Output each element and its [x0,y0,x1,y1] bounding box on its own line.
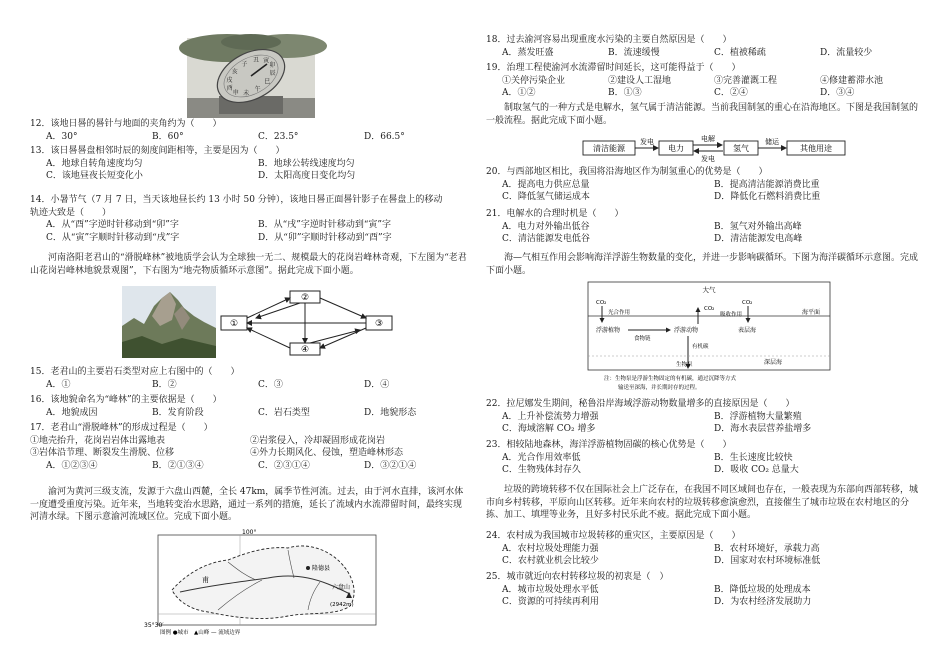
q24-options-row1 [486,543,926,556]
passage-garbage: 垃圾的跨境转移不仅在国际社会上广泛存在，在我国不同区域间也存在，一般表现为东部向西部转移，城市向乡村转移，平原向山区转移。近年来向农村的垃圾转移愈演愈烈，直接催生了城市垃圾在农村地区的分拣、加工、填埋等业务，且好多村民乐此不疲。据此完成下面小题。 [486,485,919,520]
q25-option-c[interactable]: C．资源的可持续再利用 [502,597,599,607]
q21-options-row1 [486,221,926,234]
q20-options-row2 [486,191,926,204]
q25-option-a[interactable]: A．城市垃圾处理水平低 [502,584,599,595]
q17-option-d[interactable]: D．③②①④ [364,460,417,471]
q18-stem: 18．过去渝河容易出现重度水污染的主要自然原因是（ ） [486,35,732,45]
sundial-hour-char: 卯 [269,62,276,70]
q21-options-row2 [486,233,926,246]
q24-stem: 24．农村成为我国城市垃圾转移的重灾区，主要原因是（ ） [486,531,741,541]
cycle-node-4: ④ [300,345,310,355]
question-20 [486,166,926,204]
sundial-hour-char: 酉 [226,84,233,92]
sundial-hour-char: 戌 [226,77,233,85]
q23-stem: 23．相较陆地森林，海洋浮游植物固碳的核心优势是（ ） [486,440,732,450]
passage-hydrogen: 制取氢气的一种方式是电解水，氢气属于清洁能源。当前我国制氢的重心在沿海地区。下图是我国制氢的一般流程。据此完成下面小题。 [486,103,919,126]
q15-option-c[interactable]: C．③ [258,379,283,390]
q21-option-a[interactable]: A．电力对外输出低谷 [502,221,590,232]
q16-option-c[interactable]: C．岩石类型 [258,407,310,418]
sundial-hour-char: 辰 [269,69,276,77]
q12-option-c[interactable]: C．23.5° [258,131,299,142]
q24-option-b[interactable]: B．农村环境好，承载力高 [714,543,820,554]
deep-sea-label: 深层海 [764,359,783,366]
co2-label-2: CO₂ [704,306,715,312]
q16-option-a[interactable]: A．地貌成因 [46,407,98,418]
q18-option-d[interactable]: D．流量较少 [820,47,873,58]
q19-stem: 19．治理工程使渝河水流滞留时间延长，这可能得益于（ ） [486,63,741,73]
q17-item-2: ②岩浆侵入，冷却凝固形成花岗岩 [250,435,386,446]
q12-stem: 12．该地日晷的晷针与地面的夹角约为（ ） [30,119,222,129]
q23-options-row1 [486,452,926,465]
q18-option-a[interactable]: A．蒸发旺盛 [502,47,554,58]
q15-option-d[interactable]: D．④ [364,379,390,390]
q22-option-b[interactable]: B．浮游植物大量繁殖 [714,411,802,422]
atmosphere-label: 大气 [702,286,716,294]
q17-item-3: ③岩体沿节理、断裂发生滑脱、位移 [30,448,175,458]
q17-options [30,460,470,473]
q21-option-d[interactable]: D．清洁能源发电高峰 [714,234,803,244]
sea-level-label: 海平面 [802,309,821,316]
q20-option-c[interactable]: C．降低氢气储运成本 [502,192,590,202]
zooplankton-label: 浮游动物 [674,327,699,334]
question-21 [486,208,926,246]
q19-item-3: ③完善灌溉工程 [714,75,778,86]
q17-items-row1 [30,435,470,448]
q18-option-b[interactable]: B．流速缓慢 [608,47,660,58]
q16-option-b[interactable]: B．发育阶段 [152,407,204,418]
q15-option-a[interactable]: A．① [46,379,71,390]
q23-options-row2 [486,464,926,477]
q19-options [486,87,926,100]
cycle-node-2: ② [300,293,310,303]
q19-item-2: ②建设人工湿地 [608,75,672,86]
map-city-label: 隆德县 [312,565,331,572]
flow-edge-electrolysis: 电解 [701,135,715,143]
sundial-hour-char: 寅 [263,57,270,65]
map-mountain-label: 六盘山 [332,584,351,591]
q22-option-c[interactable]: C．海域溶解 CO₂ 增多 [502,424,596,434]
map-legend: 图例 ●城市 ▲山峰 — 流域边界 [160,630,241,636]
q22-options-row2 [486,423,926,436]
passage-laojunshan: 河南洛阳老君山的“滑脱峰林”被地质学会认为全球独一无二、规模最大的花岗岩峰林奇观，下左图为“老君山花岗岩峰林地貌景观图”，下右图为“地壳物质循环示意图”。据此完成下面小题。 [30,253,467,276]
q14-options-row1 [30,219,470,232]
map-latitude-label: 35°30′ [144,622,164,629]
q24-options-row2 [486,555,926,568]
bio-pump-label: 生物泵 [676,362,693,368]
flow-edge-storage: 储运 [765,138,779,146]
cycle-node-3: ③ [374,319,384,329]
q20-options-row1 [486,179,926,192]
q22-option-a[interactable]: A．上升补偿流势力增强 [502,411,599,422]
rock-cycle-diagram [220,288,394,358]
city-dot [306,566,310,570]
question-22 [486,398,926,436]
q19-option-b[interactable]: B．①③ [608,88,642,98]
q21-option-b[interactable]: B．氢气对外输出高峰 [714,221,802,232]
q22-stem: 22．拉尼娜发生期间，秘鲁沿岸海域浮游动物数量增多的直接原因是（ ） [486,399,795,409]
organic-carbon-label: 有机碳 [692,344,709,350]
sundial-hour-char: 午 [254,85,261,93]
passage-ocean-carbon: 海—气相互作用会影响海洋浮游生物数量的变化，并进一步影响碳循环。下图为海洋碳循环示意图。完成下面小题。 [486,253,919,276]
map-longitude-label: 100° [242,529,257,536]
question-12 [30,118,470,143]
photosynthesis-label: 光合作用 [608,310,631,316]
q17-option-a[interactable]: A．①②③④ [46,460,98,471]
q13-option-c[interactable]: C．该地昼夜长短变化小 [46,171,143,181]
q19-items [486,75,926,88]
question-24 [486,530,926,568]
q25-option-b[interactable]: B．降低垃圾的处理成本 [714,584,811,595]
q21-stem: 21．电解水的合理时机是（ ） [486,209,624,219]
question-15 [30,366,470,391]
carbon-note-line2: 输送至深海，并长期封存的过程。 [618,385,701,391]
q17-items-row2 [30,447,470,460]
yuhe-basin-map [144,529,376,636]
q17-option-c[interactable]: C．②③①④ [258,460,310,471]
sundial-photo [187,38,315,118]
question-14 [30,194,470,244]
q17-item-1: ①地壳抬升，花岗岩岩体出露地表 [30,435,166,446]
q13-option-d[interactable]: D．太阳高度日变化均匀 [258,171,356,181]
q20-stem: 20．与西部地区相比，我国将沿海地区作为制氢重心的优势是（ ） [486,167,768,177]
q18-option-c[interactable]: C．植被稀疏 [714,47,766,58]
q19-option-d[interactable]: D．③④ [820,88,855,98]
q14-stem: 14．小暑节气（7 月 7 日，当天该地昼长约 13 小时 50 分钟），该地日晷正面晷针影子在晷盘上的移动 [30,195,443,205]
granite-peak-photo [122,286,216,358]
q23-option-d[interactable]: D．吸收 CO₂ 总量大 [714,465,799,475]
q25-options-row2 [486,596,926,609]
flow-node-hydrogen: 氢气 [733,144,749,153]
q14-stem-cont: 轨迹大致是（ ） [30,207,112,218]
phytoplankton-label: 浮游植物 [596,327,621,334]
question-19 [486,62,926,100]
q24-option-d[interactable]: D．国家对农村环境标准低 [714,556,821,566]
q15-stem: 15．老君山的主要岩石类型对应上右图中的（ ） [30,367,240,377]
q18-options [486,47,926,60]
question-16 [30,394,470,419]
q17-stem: 17．老君山“滑脱峰林”的形成过程是（ ） [30,423,213,433]
question-13 [30,145,470,183]
sundial-hour-char: 子 [241,61,248,69]
q20-option-d[interactable]: D．降低化石燃料消费比重 [714,192,821,202]
q20-option-b[interactable]: B．提高清洁能源消费比重 [714,179,820,190]
q12-option-a[interactable]: A．30° [46,131,78,142]
sundial-hour-char: 巳 [264,78,271,86]
q19-item-1: ①关停污染企业 [502,75,566,86]
q17-option-b[interactable]: B．②①③④ [152,460,204,471]
q14-options-row2 [30,232,470,245]
q14-option-c[interactable]: C．从“寅”字顺时针移动到“戌”字 [46,232,180,243]
q13-option-a[interactable]: A．地球自转角速度均匀 [46,158,143,169]
question-23 [486,439,926,477]
q12-options [30,131,470,144]
carbon-note-line1: 注：生物泵是浮游生物固定的有机碳，通过沉降等方式 [604,376,737,382]
absorption-label: 吸收作用 [720,312,743,318]
q13-stem: 13．该日晷晷盘相邻时辰的刻度间距相等，主要是因为（ ） [30,146,285,156]
q12-option-b[interactable]: B．60° [152,131,184,142]
q19-item-4: ④修建蓄滞水池 [820,75,884,86]
q12-option-d[interactable]: D．66.5° [364,131,405,142]
question-25 [486,571,926,609]
flow-node-other-uses: 其他用途 [800,144,832,153]
flow-node-clean-energy: 清洁能源 [593,144,625,153]
passage-yuhe: 渝河为黄河三级支流，发源于六盘山西麓，全长 47km，属季节性河流。过去，由于河水直排，该河水体一度遭受重度污染。近年来，当地转变治水思路，通过一系列的措施，延长了流域内水流滞留时间，最终实现河清水绿。下图示意渝河流域区位。完成下面小题。 [30,487,464,522]
sundial-hour-char: 亥 [231,68,238,76]
q16-stem: 16．该地貌命名为“峰林”的主要依据是（ ） [30,395,222,405]
q25-stem: 25．城市就近向农村转移垃圾的初衷是（ ） [486,572,669,582]
q23-option-a[interactable]: A．光合作用效率低 [502,452,581,463]
q25-option-d[interactable]: D．为农村经济发展助力 [714,597,812,607]
co2-label-1: CO₂ [596,300,607,306]
co2-label-3: CO₂ [742,300,753,306]
cycle-node-1: ① [229,319,239,329]
q13-options-row1 [30,158,470,171]
q24-option-c[interactable]: C．农村就业机会比较少 [502,556,599,566]
flow-node-power: 电力 [668,144,684,153]
map-peak-elevation: (2942m) [330,602,354,608]
q22-option-d[interactable]: D．海水表层营养盐增多 [714,424,812,434]
q21-option-c[interactable]: C．清洁能源发电低谷 [502,234,590,244]
q13-options-row2 [30,170,470,183]
sundial-hour-char: 丑 [252,57,259,65]
q14-option-d[interactable]: D．从“卯”字顺时针移动到“酉”字 [258,232,392,243]
q13-option-b[interactable]: B．地球公转线速度均匀 [258,158,355,169]
q14-option-b[interactable]: B．从“戌”字逆时针移动到“寅”字 [258,220,392,230]
ocean-carbon-diagram [588,282,830,394]
q15-option-b[interactable]: B．② [152,379,177,390]
q15-options [30,379,470,392]
q25-options-row1 [486,584,926,597]
q14-option-a[interactable]: A．从“酉”字逆时针移动到“卯”字 [46,220,179,230]
sundial-hour-char: 申 [232,89,239,97]
hydrogen-flow-diagram [582,134,848,162]
q19-option-c[interactable]: C．②④ [714,88,748,98]
surface-sea-label: 表层海 [738,327,757,334]
q19-option-a[interactable]: A．①② [502,88,536,98]
flow-edge-generate-back: 发电 [701,155,715,163]
q23-option-c[interactable]: C．生物残体封存久 [502,465,581,475]
q17-item-4: ④外力长期风化、侵蚀，塑造峰林形态 [250,448,404,458]
q24-option-a[interactable]: A．农村垃圾处理能力强 [502,543,599,554]
q16-options [30,407,470,420]
q20-option-a[interactable]: A．提高电力供应总量 [502,179,590,190]
map-region-label: 甫 [202,576,209,584]
q16-option-d[interactable]: D．地貌形态 [364,407,417,418]
question-17 [30,422,470,472]
q22-options-row1 [486,411,926,424]
sundial-hour-char: 未 [243,89,250,97]
q23-option-b[interactable]: B．生长速度比较快 [714,452,793,463]
question-18 [486,34,926,59]
flow-edge-generate: 发电 [640,138,654,146]
food-chain-label: 食物链 [634,336,651,342]
